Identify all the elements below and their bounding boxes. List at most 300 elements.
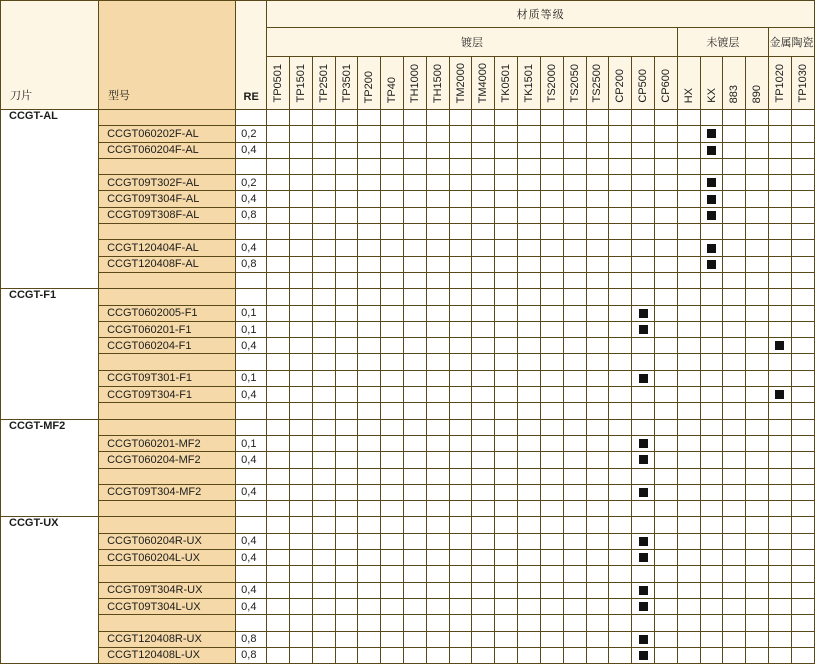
grade-cell [381, 631, 404, 647]
grade-cell [381, 207, 404, 223]
grade-cell [654, 582, 677, 598]
grade-cell [404, 452, 427, 468]
grade-cell [586, 191, 609, 207]
grade-cell [632, 175, 655, 191]
grade-cell [746, 224, 769, 240]
grade-cell [449, 533, 472, 549]
grade-cell [312, 354, 335, 370]
grade-cell [700, 517, 723, 533]
grade-column-header [586, 57, 609, 110]
grade-cell [495, 207, 518, 223]
grade-cell [654, 615, 677, 631]
grade-cell [426, 126, 449, 142]
grade-cell [495, 338, 518, 354]
grade-column-label: TP3501 [340, 64, 353, 103]
grade-cell [632, 387, 655, 403]
grade-cell [289, 175, 312, 191]
grade-cell [609, 240, 632, 256]
grade-cell [358, 338, 381, 354]
grade-cell [518, 517, 541, 533]
grade-cell [358, 533, 381, 549]
grade-cell [312, 191, 335, 207]
grade-cell [700, 484, 723, 500]
grade-cell [769, 256, 792, 272]
grade-cell [540, 566, 563, 582]
grade-cell [472, 207, 495, 223]
grade-cell [723, 566, 746, 582]
grade-cell [700, 272, 723, 288]
grade-cell [677, 191, 700, 207]
grade-cell [449, 484, 472, 500]
grade-cell [267, 533, 290, 549]
grade-column-label: TK1501 [523, 64, 536, 103]
grade-cell [540, 224, 563, 240]
grade-cell [769, 419, 792, 435]
grade-cell [289, 158, 312, 174]
grade-cell [335, 354, 358, 370]
grade-cell [769, 191, 792, 207]
grade-cell [472, 419, 495, 435]
grade-cell [495, 175, 518, 191]
grade-cell [404, 566, 427, 582]
model-cell: CCGT060201-MF2 [99, 435, 236, 451]
table-row [1, 175, 815, 191]
grade-cell [426, 224, 449, 240]
table-row [1, 533, 815, 549]
grade-cell [426, 370, 449, 386]
grade-column-label: CP200 [614, 69, 627, 103]
grade-column-label: TP200 [363, 70, 376, 103]
grade-cell [769, 631, 792, 647]
grade-cell [312, 566, 335, 582]
grade-cell [540, 126, 563, 142]
grade-cell [449, 550, 472, 566]
grade-cell [289, 142, 312, 158]
grade-cell [540, 289, 563, 305]
model-cell [99, 468, 236, 484]
grade-cell [312, 387, 335, 403]
model-cell: CCGT060204R-UX [99, 533, 236, 549]
grade-cell [472, 501, 495, 517]
model-cell: CCGT060204L-UX [99, 550, 236, 566]
recommended-square-icon [707, 195, 716, 204]
grade-cell [791, 517, 814, 533]
grade-cell [586, 126, 609, 142]
re-cell: 0,4 [236, 338, 267, 354]
grade-cell [791, 142, 814, 158]
grade-cell [449, 598, 472, 614]
grade-cell [700, 566, 723, 582]
grade-cell [769, 321, 792, 337]
grade-cell [677, 403, 700, 419]
grade-cell [677, 175, 700, 191]
grade-cell [586, 338, 609, 354]
grade-cell [563, 338, 586, 354]
grade-cell [289, 517, 312, 533]
grade-cell [746, 468, 769, 484]
grade-cell [563, 321, 586, 337]
grade-cell [563, 305, 586, 321]
grade-column-label: TP1030 [796, 64, 809, 103]
grade-cell [746, 305, 769, 321]
spacer-row [1, 419, 815, 435]
recommended-square-icon [639, 488, 648, 497]
grade-cell [586, 452, 609, 468]
grade-cell [654, 142, 677, 158]
grade-cell [449, 175, 472, 191]
grade-cell [746, 321, 769, 337]
grade-cell [746, 110, 769, 126]
grade-cell [586, 582, 609, 598]
grade-cell [654, 419, 677, 435]
re-cell [236, 224, 267, 240]
grade-cell [609, 191, 632, 207]
grade-cell [586, 484, 609, 500]
grade-cell [335, 419, 358, 435]
grade-cell [677, 484, 700, 500]
grade-cell [449, 289, 472, 305]
grade-cell [586, 240, 609, 256]
grade-cell [335, 321, 358, 337]
grade-cell [426, 387, 449, 403]
re-cell: 0,1 [236, 370, 267, 386]
grade-cell [791, 631, 814, 647]
grade-cell [654, 240, 677, 256]
grade-cell [289, 566, 312, 582]
grade-cell [267, 615, 290, 631]
grade-cell [518, 403, 541, 419]
grade-cell [540, 175, 563, 191]
grade-cell [289, 240, 312, 256]
grade-cell [381, 452, 404, 468]
grade-cell [563, 158, 586, 174]
grade-cell [723, 501, 746, 517]
grade-cell [677, 240, 700, 256]
re-cell: 0,4 [236, 240, 267, 256]
grade-cell [746, 419, 769, 435]
grade-cell [632, 240, 655, 256]
grade-cell [381, 566, 404, 582]
grade-cell [449, 468, 472, 484]
grade-cell [358, 484, 381, 500]
grade-cell [381, 387, 404, 403]
table-row [1, 321, 815, 337]
grade-cell [791, 354, 814, 370]
grade-cell [769, 142, 792, 158]
grade-cell [723, 338, 746, 354]
grade-cell [563, 582, 586, 598]
grade-cell [518, 484, 541, 500]
grade-cell [381, 305, 404, 321]
grade-cell [381, 403, 404, 419]
grade-cell [426, 321, 449, 337]
grade-cell [267, 566, 290, 582]
grade-column-header [426, 57, 449, 110]
grade-cell [609, 484, 632, 500]
grade-cell [289, 387, 312, 403]
grade-cell [677, 598, 700, 614]
grade-cell [609, 224, 632, 240]
grade-cell [404, 158, 427, 174]
grade-cell [358, 517, 381, 533]
grade-cell [518, 598, 541, 614]
model-cell: CCGT120408F-AL [99, 256, 236, 272]
recommended-square-icon [707, 260, 716, 269]
table-row [1, 240, 815, 256]
grade-cell [472, 403, 495, 419]
grade-cell [518, 354, 541, 370]
recommended-square-icon [639, 439, 648, 448]
grade-cell [358, 305, 381, 321]
grade-cell [449, 435, 472, 451]
grade-column-header [609, 57, 632, 110]
recommended-square-icon [639, 537, 648, 546]
grade-cell [654, 550, 677, 566]
grade-cell [358, 419, 381, 435]
grade-cell [791, 126, 814, 142]
grade-cell [404, 468, 427, 484]
grade-cell [518, 240, 541, 256]
grade-cell [700, 142, 723, 158]
grade-cell [381, 354, 404, 370]
grade-cell [609, 517, 632, 533]
grade-cell [426, 272, 449, 288]
grade-cell [700, 387, 723, 403]
grade-cell [267, 387, 290, 403]
model-cell [99, 615, 236, 631]
grade-cell [563, 468, 586, 484]
table-row [1, 142, 815, 158]
recommended-square-icon [639, 455, 648, 464]
model-cell: CCGT060202F-AL [99, 126, 236, 142]
grade-cell [700, 598, 723, 614]
grade-cell [654, 110, 677, 126]
table-row [1, 338, 815, 354]
spacer-row [1, 289, 815, 305]
grade-cell [267, 207, 290, 223]
grade-cell [700, 631, 723, 647]
grade-cell [312, 175, 335, 191]
grade-cell [289, 403, 312, 419]
grade-cell [289, 110, 312, 126]
grade-cell [312, 419, 335, 435]
grade-cell [312, 550, 335, 566]
recommended-square-icon [707, 129, 716, 138]
grade-cell [700, 289, 723, 305]
grade-cell [358, 647, 381, 663]
grade-cell [791, 387, 814, 403]
grade-cell [540, 598, 563, 614]
grade-cell [609, 615, 632, 631]
grade-cell [677, 550, 700, 566]
model-cell [99, 272, 236, 288]
grade-cell [335, 240, 358, 256]
grade-cell [335, 370, 358, 386]
grade-cell [586, 615, 609, 631]
grade-cell [746, 598, 769, 614]
grade-column-header [677, 57, 700, 110]
model-cell: CCGT09T304F-AL [99, 191, 236, 207]
grade-cell [381, 550, 404, 566]
grade-cell [632, 435, 655, 451]
grade-cell [654, 566, 677, 582]
grade-cell [654, 631, 677, 647]
grade-cell [267, 501, 290, 517]
grade-cell [312, 158, 335, 174]
grade-cell [791, 191, 814, 207]
grade-cell [609, 142, 632, 158]
grade-cell [540, 305, 563, 321]
grade-cell [312, 501, 335, 517]
grade-cell [449, 370, 472, 386]
grade-cell [654, 517, 677, 533]
grade-cell [426, 207, 449, 223]
grade-cell [677, 615, 700, 631]
grade-cell [791, 110, 814, 126]
grade-cell [449, 566, 472, 582]
model-cell: CCGT09T304-MF2 [99, 484, 236, 500]
grade-cell [358, 207, 381, 223]
grade-cell [677, 419, 700, 435]
grade-cell [609, 550, 632, 566]
grade-cell [312, 305, 335, 321]
grade-cell [677, 207, 700, 223]
grade-column-header [746, 57, 769, 110]
grade-cell [563, 207, 586, 223]
re-cell [236, 615, 267, 631]
table-header [1, 1, 815, 110]
grade-cell [312, 647, 335, 663]
grade-cell [335, 126, 358, 142]
grade-cell [426, 501, 449, 517]
grade-cell [632, 256, 655, 272]
grade-cell [472, 582, 495, 598]
grade-cell [746, 484, 769, 500]
table-row [1, 370, 815, 386]
grade-cell [563, 403, 586, 419]
grade-cell [472, 224, 495, 240]
grade-cell [449, 354, 472, 370]
grade-cell [518, 207, 541, 223]
grade-cell [495, 142, 518, 158]
grade-cell [472, 256, 495, 272]
grade-cell [746, 370, 769, 386]
grade-cell [540, 272, 563, 288]
grade-cell [449, 305, 472, 321]
grade-cell [791, 468, 814, 484]
grade-cell [540, 240, 563, 256]
grade-cell [404, 484, 427, 500]
grade-cell [472, 598, 495, 614]
grade-column-label: CP500 [637, 69, 650, 103]
grade-cell [700, 501, 723, 517]
re-cell [236, 289, 267, 305]
insert-family-label: CCGT-F1 [1, 289, 99, 419]
grade-cell [449, 191, 472, 207]
grade-cell [335, 647, 358, 663]
grade-cell [426, 647, 449, 663]
grade-cell [312, 338, 335, 354]
model-cell [99, 517, 236, 533]
grade-cell [449, 387, 472, 403]
grade-cell [769, 452, 792, 468]
grade-cell [723, 126, 746, 142]
re-cell: 0,8 [236, 631, 267, 647]
spacer-row [1, 272, 815, 288]
grade-cell [472, 240, 495, 256]
grade-cell [495, 631, 518, 647]
grade-cell [267, 305, 290, 321]
grade-cell [700, 321, 723, 337]
grade-cell [426, 435, 449, 451]
grade-cell [289, 224, 312, 240]
grade-cell [540, 435, 563, 451]
grade-cell [746, 566, 769, 582]
grade-cell [563, 191, 586, 207]
recommended-square-icon [707, 211, 716, 220]
grade-cell [312, 533, 335, 549]
table-row [1, 435, 815, 451]
grade-cell [746, 501, 769, 517]
grade-cell [654, 191, 677, 207]
grade-cell [632, 550, 655, 566]
grade-column-label: 883 [728, 84, 741, 103]
grade-cell [312, 126, 335, 142]
grade-cell [723, 435, 746, 451]
grade-cell [769, 468, 792, 484]
grade-cell [769, 435, 792, 451]
grade-cell [312, 256, 335, 272]
grade-cell [358, 240, 381, 256]
grade-cell [677, 566, 700, 582]
re-cell [236, 354, 267, 370]
grade-cell [381, 484, 404, 500]
grade-cell [381, 289, 404, 305]
grade-cell [518, 419, 541, 435]
grade-column-header [723, 57, 746, 110]
grade-cell [654, 207, 677, 223]
grade-cell [746, 289, 769, 305]
re-cell: 0,2 [236, 175, 267, 191]
grade-cell [609, 435, 632, 451]
grade-cell [358, 370, 381, 386]
grade-cell [769, 387, 792, 403]
grade-cell [404, 387, 427, 403]
grade-cell [426, 484, 449, 500]
grade-cell [700, 305, 723, 321]
grade-cell [267, 338, 290, 354]
grade-cell [404, 615, 427, 631]
grade-cell [586, 370, 609, 386]
grade-cell [540, 354, 563, 370]
grade-cell [335, 338, 358, 354]
re-cell [236, 566, 267, 582]
grade-cell [700, 435, 723, 451]
grade-cell [358, 158, 381, 174]
grade-cell [449, 419, 472, 435]
grade-cell [289, 631, 312, 647]
grade-cell [540, 338, 563, 354]
grade-cell [358, 272, 381, 288]
grade-group-header: 未镀层 [677, 28, 768, 57]
grade-cell [267, 158, 290, 174]
grade-cell [677, 452, 700, 468]
grade-cell [358, 582, 381, 598]
grade-cell [289, 256, 312, 272]
grade-cell [586, 321, 609, 337]
grade-cell [267, 403, 290, 419]
grade-column-label: TH1500 [431, 63, 444, 103]
